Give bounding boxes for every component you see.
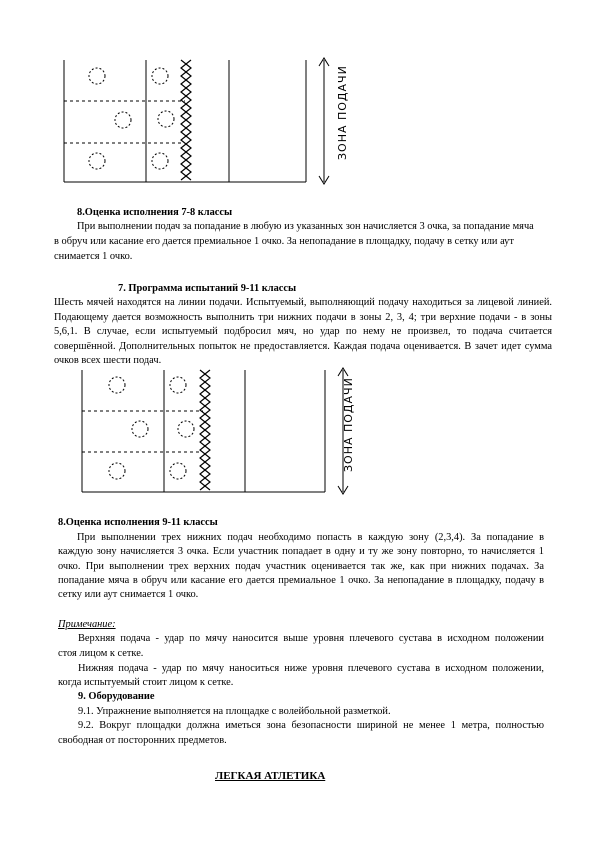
para-line: снимается 1 очко. [54,251,133,262]
heading-score-9-11: 8.Оценка исполнения 9-11 классы [58,517,218,528]
para-line: в обруч или касание его дается премиальное 1 очко. За непопадание в площадку, подачу в сетку или аут [54,236,514,247]
zone-label-bottom: ЗОНА ПОДАЧИ [342,377,355,472]
note-label: Примечание: [58,619,116,630]
net-bottom [200,370,210,490]
para-line: стоя лицом к сетке. [58,648,144,659]
para-line: каждую зону начисляется 3 очка. Если участник попадает в одну и ту же зону повторно, то начисляется 1 [58,546,544,557]
heading-program-9-11: 7. Программа испытаний 9-11 классы [118,283,297,294]
para-line: совершённой. Дополнительных попыток не предоставляется. Каждая подача оценивается. В зачет идет сумма [54,341,552,352]
heading-score-7-8: 8.Оценка исполнения 7-8 классы [77,207,233,218]
para-line: Верхняя подача - удар по мячу наносится выше уровня плечевого сустава в исходном положении [78,633,544,644]
net-top [181,60,191,180]
para-line: сетку или аут снимается 1 очко. [58,589,199,600]
zone-arrow-top [319,58,329,184]
para-line: свободная от посторонних предметов. [58,735,227,746]
court-diagram-top [0,0,595,200]
para-line: При выполнении трех нижних подач необходимо попасть в каждую зону (2,3,4). За попадание в [77,532,544,543]
para-line: очков всех шести подач. [54,355,162,366]
section-title-athletics: ЛЕГКАЯ АТЛЕТИКА [215,770,326,782]
para-line: 5,6,1. В случае, если испытуемый подбросил мяч, но удар по нему не произвел, то подача считается [54,326,552,337]
para-line: При выполнении подач за попадание в любую из указанных зон начисляется 3 очка, за попадание мяча [77,221,534,232]
para-line: когда испытуемый стоит лицом к сетке. [58,677,234,688]
para-line: 9.2. Вокруг площадки должна иметься зона безопасности шириной не менее 1 метра, полностью [78,720,544,731]
para-line: 9.1. Упражнение выполняется на площадке с волейбольной разметкой. [78,706,391,717]
zone-label-top: ЗОНА ПОДАЧИ [336,65,349,160]
para-line: очко. При выполнении трех верхних подач участник оценивается так же, как при нижних подачах. За [58,561,544,572]
heading-equipment: 9. Оборудование [78,691,155,702]
court-diagram-bottom [0,360,595,500]
para-line: попадание мяча в обруч или касание его дается премиальное 1 очко. За непопадание в площадку, подачу в [58,575,544,586]
para-line: Подающему дается возможность выполнить три нижних подачи в зоны 2, 3, 4; три верхние подачи - в зоны [54,312,552,323]
para-line: Нижняя подача - удар по мячу наноситься ниже уровня плечевого сустава в исходном положении, [78,663,544,674]
para-line: Шесть мячей находятся на линии подачи. Испытуемый, выполняющий подачу находиться за лицевой линией. [54,297,552,308]
